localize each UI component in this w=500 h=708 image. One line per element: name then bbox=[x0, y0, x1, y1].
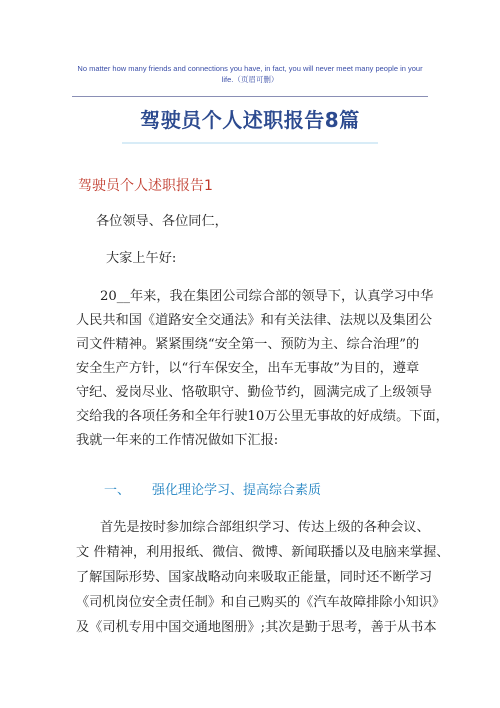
paragraph-1-line: 20__年来，我在集团公司综合部的领导下，认真学习中华 bbox=[100, 289, 434, 304]
section-title: 驾驶员个人述职报告1 bbox=[78, 178, 213, 194]
header-motto-line-1: No matter how many friends and connections you have, in fact, you will never meet many people in your bbox=[77, 64, 423, 73]
salutation: 大家上午好: bbox=[106, 251, 177, 266]
subheading-text: 强化理论学习、提高综合素质 bbox=[152, 483, 322, 498]
header-motto-line-2: life.（页眉可删） bbox=[221, 75, 279, 84]
paragraph-1-line: 人民共和国《道路安全交通法》和有关法律、法规以及集团公 bbox=[76, 313, 433, 328]
greeting: 各位领导、各位同仁， bbox=[96, 214, 228, 229]
subheading bbox=[104, 479, 321, 498]
paragraph-2-line: 了解国际形势、国家战略动向来吸取正能量，同时还不断学习 bbox=[76, 570, 433, 585]
header-motto bbox=[70, 63, 430, 85]
paragraph-2-line: 文 件精神，利用报纸、微信、微博、新闻联播以及电脑来掌握、 bbox=[76, 545, 450, 560]
paragraph-2-line: 《司机岗位安全责任制》和自己购买的《汽车故障排除小知识》 bbox=[76, 595, 446, 610]
paragraph-1-line: 交给我的各项任务和全年行驶10万公里无事故的好成绩。下面， bbox=[76, 409, 449, 424]
document-title: 驾驶员个人述职报告8篇 bbox=[140, 108, 360, 132]
paragraph-2-line: 首先是按时参加综合部组织学习、传达上级的各种会议、 bbox=[100, 520, 430, 535]
paragraph-1-line: 守纪、爱岗尽业、恪敬职守、勤俭节约，圆满完成了上级领导 bbox=[76, 385, 433, 400]
title-underline bbox=[122, 142, 378, 144]
subheading-number: 一、 bbox=[104, 483, 131, 498]
paragraph-1-line: 司文件精神。紧紧围绕“安全第一、预防为主、综合治理”的 bbox=[76, 337, 420, 352]
paragraph-1-line: 安全生产方针，以“行车保安全，出车无事故”为目的，遵章 bbox=[76, 361, 420, 376]
paragraph-1-line: 我就一年来的工作情况做如下汇报: bbox=[76, 433, 279, 448]
paragraph-2-line: 及《司机专用中国交通地图册》;其次是勤于思考，善于从书本 bbox=[76, 620, 437, 635]
header-divider bbox=[72, 96, 428, 97]
